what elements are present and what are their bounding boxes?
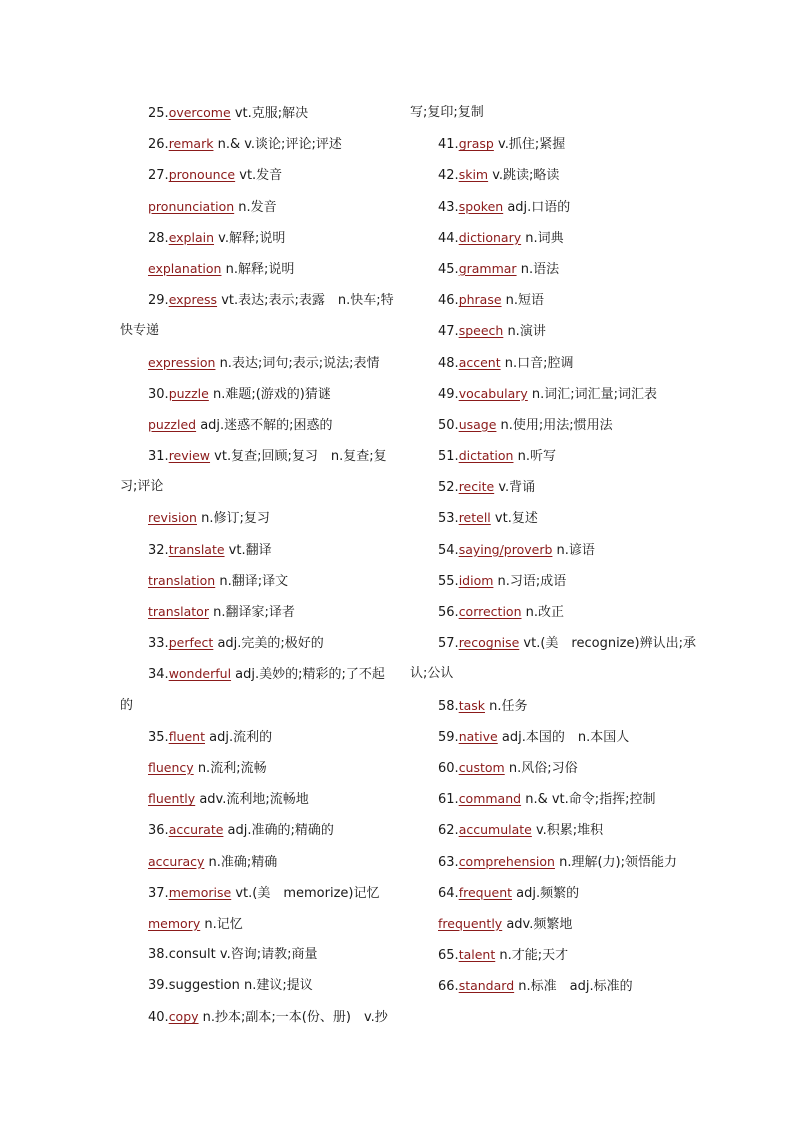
- entry-definition: vt.复述: [490, 511, 538, 527]
- entry-number: 35.: [148, 729, 169, 745]
- vocab-word: memory: [148, 915, 201, 931]
- vocab-word: overcome: [168, 105, 231, 120]
- vocab-line: [120, 565, 392, 596]
- entry-definition: adj.本国的 n.本国人: [497, 729, 630, 745]
- vocab-line: [410, 658, 700, 689]
- entry-number: 65.: [438, 948, 459, 964]
- entry-definition: n.使用;用法;惯用法: [496, 417, 613, 433]
- entry-definition: v.抓住;紧握: [493, 137, 566, 153]
- vocab-word: revision: [148, 510, 197, 526]
- entry-number: 39.: [148, 978, 169, 994]
- entry-definition: v.积累;堆积: [531, 823, 604, 839]
- vocab-line: [120, 846, 392, 877]
- vocab-line: [120, 783, 392, 814]
- vocab-line: [120, 658, 392, 689]
- vocab-line: [410, 440, 700, 471]
- entry-definition: n.语法: [516, 261, 560, 277]
- vocab-word: explain: [168, 229, 215, 245]
- vocab-line: [410, 970, 700, 1001]
- vocab-word: dictation: [458, 448, 514, 464]
- entry-number: 48.: [438, 355, 459, 371]
- vocab-word: pronounce: [168, 167, 236, 183]
- vocab-word: puzzled: [148, 416, 197, 432]
- vocab-word: frequently: [438, 915, 503, 931]
- entry-definition: n.口音;腔调: [500, 355, 574, 371]
- entry-number: 30.: [148, 386, 169, 402]
- vocab-word: remark: [168, 136, 214, 152]
- vocab-line: [120, 315, 392, 346]
- entry-definition: n.抄本;副本;一本(份、册) v.抄: [198, 1010, 388, 1026]
- entry-number: 53.: [438, 511, 459, 527]
- entry-definition: n.习语;成语: [493, 573, 567, 589]
- vocab-word: task: [458, 697, 485, 713]
- vocab-line: [410, 284, 700, 315]
- vocab-line: [410, 690, 700, 721]
- entry-definition: vt.(美 memorize)记忆: [231, 885, 380, 901]
- vocab-word: accumulate: [458, 822, 532, 838]
- entry-definition: n.修订;复习: [196, 511, 270, 527]
- entry-number: 66.: [438, 979, 459, 995]
- entry-number: 54.: [438, 542, 459, 558]
- entry-number: 50.: [438, 417, 459, 433]
- entry-definition: vt.复查;回顾;复习 n.复查;复: [210, 449, 387, 465]
- vocab-line: [410, 471, 700, 502]
- entry-definition: adj.流利的: [205, 729, 273, 745]
- vocab-line: [120, 908, 392, 939]
- vocab-line: [120, 596, 392, 627]
- entry-number: 33.: [148, 636, 169, 652]
- entry-number: 45.: [438, 261, 459, 277]
- entry-definition: n.词典: [521, 230, 564, 246]
- vocab-word: pronunciation: [148, 198, 235, 214]
- vocab-line: [410, 877, 700, 908]
- entry-definition: 写;复印;复制: [410, 105, 484, 120]
- entry-definition: n.短语: [501, 293, 545, 309]
- entry-number: 29.: [148, 293, 169, 309]
- vocab-line: [120, 440, 392, 471]
- right-column: [410, 97, 700, 1001]
- entry-definition: vt.克服;解决: [230, 106, 309, 121]
- vocab-word: express: [168, 292, 218, 308]
- vocab-word: fluent: [168, 728, 205, 744]
- entry-number: 56.: [438, 605, 459, 620]
- entry-definition: 认;公认: [410, 666, 454, 682]
- vocab-word: talent: [458, 947, 496, 963]
- vocab-word: translate: [168, 541, 225, 557]
- vocab-line: [410, 752, 700, 783]
- entry-definition: n.准确;精确: [204, 854, 278, 870]
- entry-definition: v.解释;说明: [214, 230, 286, 246]
- entry-number: 51.: [438, 449, 459, 465]
- vocab-line: [410, 939, 700, 970]
- entry-number: 42.: [438, 168, 459, 184]
- entry-number: 31.: [148, 449, 169, 465]
- vocab-line: [120, 534, 392, 565]
- entry-definition: n.记忆: [200, 916, 243, 932]
- entry-definition: 习;评论: [120, 479, 164, 495]
- vocab-line: [410, 502, 700, 533]
- entry-definition: adj.完美的;极好的: [213, 636, 324, 652]
- vocab-word: dictionary: [458, 229, 522, 245]
- vocab-line: [120, 191, 392, 222]
- vocab-word: translation: [148, 572, 216, 588]
- vocab-line: [410, 783, 700, 814]
- vocab-word: accurate: [168, 822, 224, 838]
- entry-definition: adv.流利地;流畅地: [195, 792, 309, 808]
- vocab-word: expression: [148, 354, 216, 370]
- entry-definition: n.& v.谈论;评论;评述: [213, 137, 342, 153]
- entry-number: 28.: [148, 230, 169, 246]
- entry-number: 41.: [438, 137, 459, 153]
- vocab-word: wonderful: [168, 666, 232, 682]
- entry-number: 57.: [438, 636, 459, 652]
- vocab-line: [410, 97, 700, 128]
- vocab-line: [120, 471, 392, 502]
- entry-number: 58.: [438, 698, 459, 714]
- vocab-word: standard: [458, 978, 515, 994]
- vocab-line: [410, 846, 700, 877]
- vocab-word: retell: [458, 510, 491, 526]
- entry-definition: n.词汇;词汇量;词汇表: [527, 386, 658, 402]
- entry-number: 61.: [438, 792, 459, 808]
- vocab-line: [410, 908, 700, 939]
- entry-number: 26.: [148, 137, 169, 153]
- vocab-line: [120, 347, 392, 378]
- vocab-line: [120, 502, 392, 533]
- entry-definition: adv.频繁地: [502, 916, 573, 932]
- entry-definition: n.改正: [521, 605, 565, 620]
- vocab-line: [410, 814, 700, 845]
- entry-definition: n.翻译;译文: [215, 573, 289, 589]
- entry-definition: n.任务: [485, 698, 528, 714]
- vocab-word: custom: [458, 759, 505, 775]
- vocab-word: grammar: [458, 260, 517, 276]
- vocab-word: recite: [458, 479, 495, 495]
- vocab-word: perfect: [168, 635, 214, 651]
- entry-definition: n.听写: [513, 449, 556, 465]
- vocab-word: idiom: [458, 572, 494, 588]
- vocab-line: [120, 159, 392, 190]
- vocab-line: [120, 752, 392, 783]
- vocab-line: [410, 222, 700, 253]
- vocab-word: native: [458, 728, 498, 744]
- vocab-word: accent: [458, 354, 501, 370]
- entry-number: 32.: [148, 542, 169, 558]
- entry-definition: vt.翻译: [224, 542, 272, 558]
- entry-number: 38.: [148, 947, 169, 963]
- entry-definition: n.理解(力);领悟能力: [554, 854, 677, 870]
- entry-definition: n.演讲: [503, 324, 546, 340]
- entry-definition: n.风俗;习俗: [504, 760, 578, 776]
- entry-definition: 快专递: [120, 323, 160, 339]
- vocab-line: [120, 222, 392, 253]
- vocab-line: [410, 315, 700, 346]
- entry-number: 62.: [438, 823, 459, 839]
- vocab-word: explanation: [148, 260, 222, 276]
- vocab-word: comprehension: [458, 853, 555, 869]
- vocab-word: correction: [458, 604, 522, 619]
- entry-definition: n.翻译家;译者: [208, 605, 295, 620]
- vocab-line: [120, 690, 392, 721]
- entry-definition: suggestion n.建议;提议: [168, 978, 313, 994]
- entry-definition: n.谚语: [552, 542, 595, 558]
- entry-definition: n.& vt.命令;指挥;控制: [521, 792, 656, 808]
- vocab-line: [410, 534, 700, 565]
- entry-definition: adj.美妙的;精彩的;了不起: [231, 667, 385, 683]
- vocab-word: puzzle: [168, 385, 209, 401]
- entry-definition: vt.(美 recognize)辨认出;承: [519, 636, 696, 652]
- entry-definition: adj.口语的: [503, 199, 571, 215]
- entry-definition: n.流利;流畅: [193, 760, 267, 776]
- vocab-line: [410, 565, 700, 596]
- vocab-line: [120, 814, 392, 845]
- entry-definition: n.标准 adj.标准的: [514, 979, 633, 995]
- vocab-word: review: [168, 448, 211, 464]
- entry-number: 52.: [438, 480, 459, 496]
- vocab-line: [120, 97, 392, 128]
- entry-number: 34.: [148, 667, 169, 683]
- entry-definition: vt.表达;表示;表露 n.快车;特: [217, 293, 394, 309]
- entry-definition: adj.迷惑不解的;困惑的: [196, 417, 333, 433]
- vocab-line: [410, 347, 700, 378]
- vocab-line: [410, 596, 700, 627]
- vocab-word: fluency: [148, 759, 194, 775]
- vocab-word: skim: [458, 167, 489, 183]
- entry-number: 60.: [438, 760, 459, 776]
- entry-number: 47.: [438, 324, 459, 340]
- vocab-line: [120, 253, 392, 284]
- vocab-word: frequent: [458, 884, 513, 900]
- vocab-line: [120, 627, 392, 658]
- entry-definition: n.解释;说明: [221, 261, 295, 277]
- entry-number: 36.: [148, 823, 169, 839]
- entry-number: 27.: [148, 168, 169, 184]
- vocab-word: fluently: [148, 791, 196, 807]
- entry-number: 40.: [148, 1010, 169, 1026]
- vocab-line: [410, 378, 700, 409]
- vocab-line: [120, 128, 392, 159]
- entry-definition: adj.频繁的: [512, 885, 580, 901]
- entry-definition: v.背诵: [494, 480, 536, 496]
- entry-definition: adj.准确的;精确的: [223, 823, 334, 839]
- entry-number: 49.: [438, 386, 459, 402]
- entry-number: 63.: [438, 854, 459, 870]
- vocab-line: [410, 721, 700, 752]
- vocab-word: saying/proverb: [458, 541, 553, 557]
- vocab-word: command: [458, 791, 522, 807]
- vocab-line: [120, 721, 392, 752]
- entry-definition: vt.发音: [235, 168, 283, 184]
- vocab-word: usage: [458, 416, 497, 432]
- entry-definition: consult v.咨询;请教;商量: [168, 947, 318, 963]
- vocab-line: [120, 877, 392, 908]
- entry-number: 59.: [438, 729, 459, 745]
- vocab-line: [410, 409, 700, 440]
- vocab-line: [410, 128, 700, 159]
- entry-definition: v.跳读;略读: [488, 168, 560, 184]
- vocab-word: phrase: [458, 292, 502, 308]
- entry-number: 43.: [438, 199, 459, 215]
- entry-number: 55.: [438, 573, 459, 589]
- vocab-line: [120, 939, 392, 970]
- vocab-line: [410, 627, 700, 658]
- vocab-line: [120, 284, 392, 315]
- entry-number: 64.: [438, 885, 459, 901]
- vocab-line: [120, 1001, 392, 1032]
- entry-definition: 的: [120, 697, 134, 713]
- vocab-line: [120, 409, 392, 440]
- entry-definition: n.难题;(游戏的)猜谜: [208, 386, 331, 402]
- vocab-line: [120, 970, 392, 1001]
- vocab-word: translator: [148, 604, 209, 619]
- vocab-word: memorise: [168, 884, 232, 900]
- entry-number: 44.: [438, 230, 459, 246]
- vocab-word: copy: [168, 1009, 199, 1025]
- vocab-word: recognise: [458, 635, 520, 651]
- vocab-line: [410, 253, 700, 284]
- vocab-line: [410, 159, 700, 190]
- entry-number: 25.: [148, 106, 169, 121]
- entry-definition: n.才能;天才: [495, 948, 569, 964]
- left-column: [120, 97, 392, 1033]
- entry-definition: n.发音: [234, 199, 277, 215]
- entry-definition: n.表达;词句;表示;说法;表情: [215, 355, 380, 371]
- vocab-line: [410, 191, 700, 222]
- entry-number: 46.: [438, 293, 459, 309]
- vocab-line: [120, 378, 392, 409]
- vocab-word: accuracy: [148, 853, 205, 869]
- vocab-word: spoken: [458, 198, 504, 214]
- vocab-word: speech: [458, 323, 504, 339]
- vocab-word: vocabulary: [458, 385, 528, 401]
- vocab-word: grasp: [458, 136, 494, 152]
- entry-number: 37.: [148, 885, 169, 901]
